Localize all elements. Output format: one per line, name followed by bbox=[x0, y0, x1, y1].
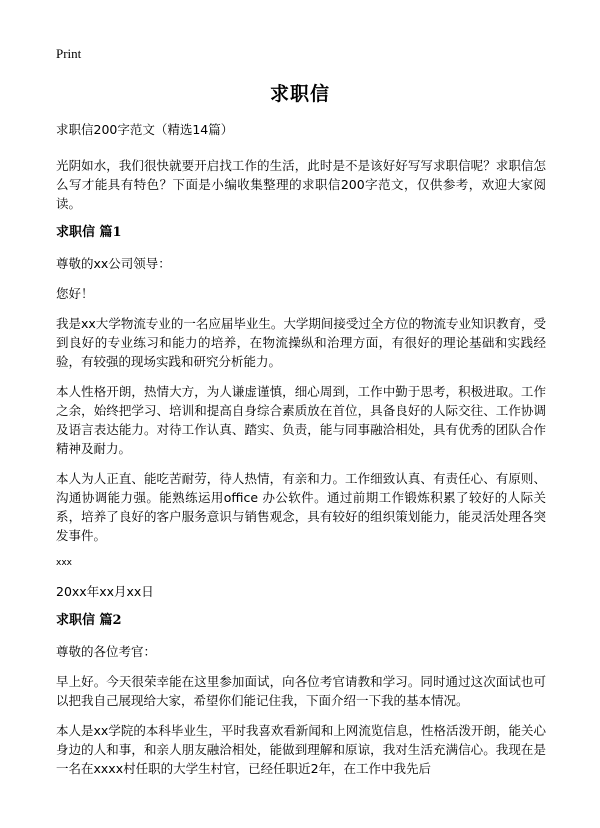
salutation: 尊敬的xx公司领导： bbox=[56, 256, 171, 271]
body-paragraph: 早上好。今天很荣幸能在这里参加面试，向各位考官请教和学习。同时通过这次面试也可以把我自己展现给大家，希望你们能记住我，下面介绍一下我的基本情况。 bbox=[56, 674, 546, 708]
article-body bbox=[56, 122, 546, 789]
greeting: 您好！ bbox=[56, 286, 94, 301]
body-paragraph: 本人为人正直、能吃苦耐劳，待人热情，有亲和力。工作细致认真、有责任心、有原则、沟通协调能力强。能熟练运用office 办公软件。通过前期工作锻炼积累了较好的人际关系，培养了良好的客户服务意识与销售观念，具有较好的组织策划能力，能灵活处理各突发事件。 bbox=[56, 471, 546, 543]
body-paragraph: 本人性格开朗，热情大方，为人谦虚谨慎，细心周到，工作中勤于思考，积极进取。工作之余，始终把学习、培训和提高自身综合素质放在首位，具备良好的人际交往、工作协调及语言表达能力。对待工作认真、踏实、负责，能与同事融洽相处，具有优秀的团队合作精神及耐力。 bbox=[56, 384, 546, 456]
salutation: 尊敬的各位考官： bbox=[56, 644, 157, 659]
page-title: 求职信 bbox=[269, 83, 330, 105]
signature: xxx bbox=[56, 558, 72, 568]
section-1 bbox=[56, 224, 546, 601]
article-subtitle: 求职信200字范文（精选14篇） bbox=[56, 122, 234, 137]
section-heading: 求职信 篇1 bbox=[56, 225, 122, 240]
letter-date: 20xx年xx月xx日 bbox=[56, 584, 154, 599]
print-link[interactable]: Print bbox=[56, 46, 82, 61]
section-2 bbox=[56, 612, 546, 778]
body-paragraph: 我是xx大学物流专业的一名应届毕业生。大学期间接受过全方位的物流专业知识教育，受到良好的专业练习和能力的培养，在物流操纵和治理方面，有很好的理论基础和实践经验，有较强的现场实践和研究分析能力。 bbox=[56, 316, 546, 369]
body-paragraph: 本人是xx学院的本科毕业生，平时我喜欢看新闻和上网流览信息，性格活泼开朗，能关心身边的人和事，和亲人朋友融洽相处，能做到理解和原谅，我对生活充满信心。我现在是一名在xxxx村任职的大学生村官，已经任职近2年，在工作中我先后 bbox=[56, 723, 546, 776]
section-heading: 求职信 篇2 bbox=[56, 613, 122, 628]
intro-paragraph: 光阴如水，我们很快就要开启找工作的生活，此时是不是该好好写写求职信呢？求职信怎么写才能具有特色？下面是小编收集整理的求职信200字范文，仅供参考，欢迎大家阅读。 bbox=[56, 158, 546, 211]
